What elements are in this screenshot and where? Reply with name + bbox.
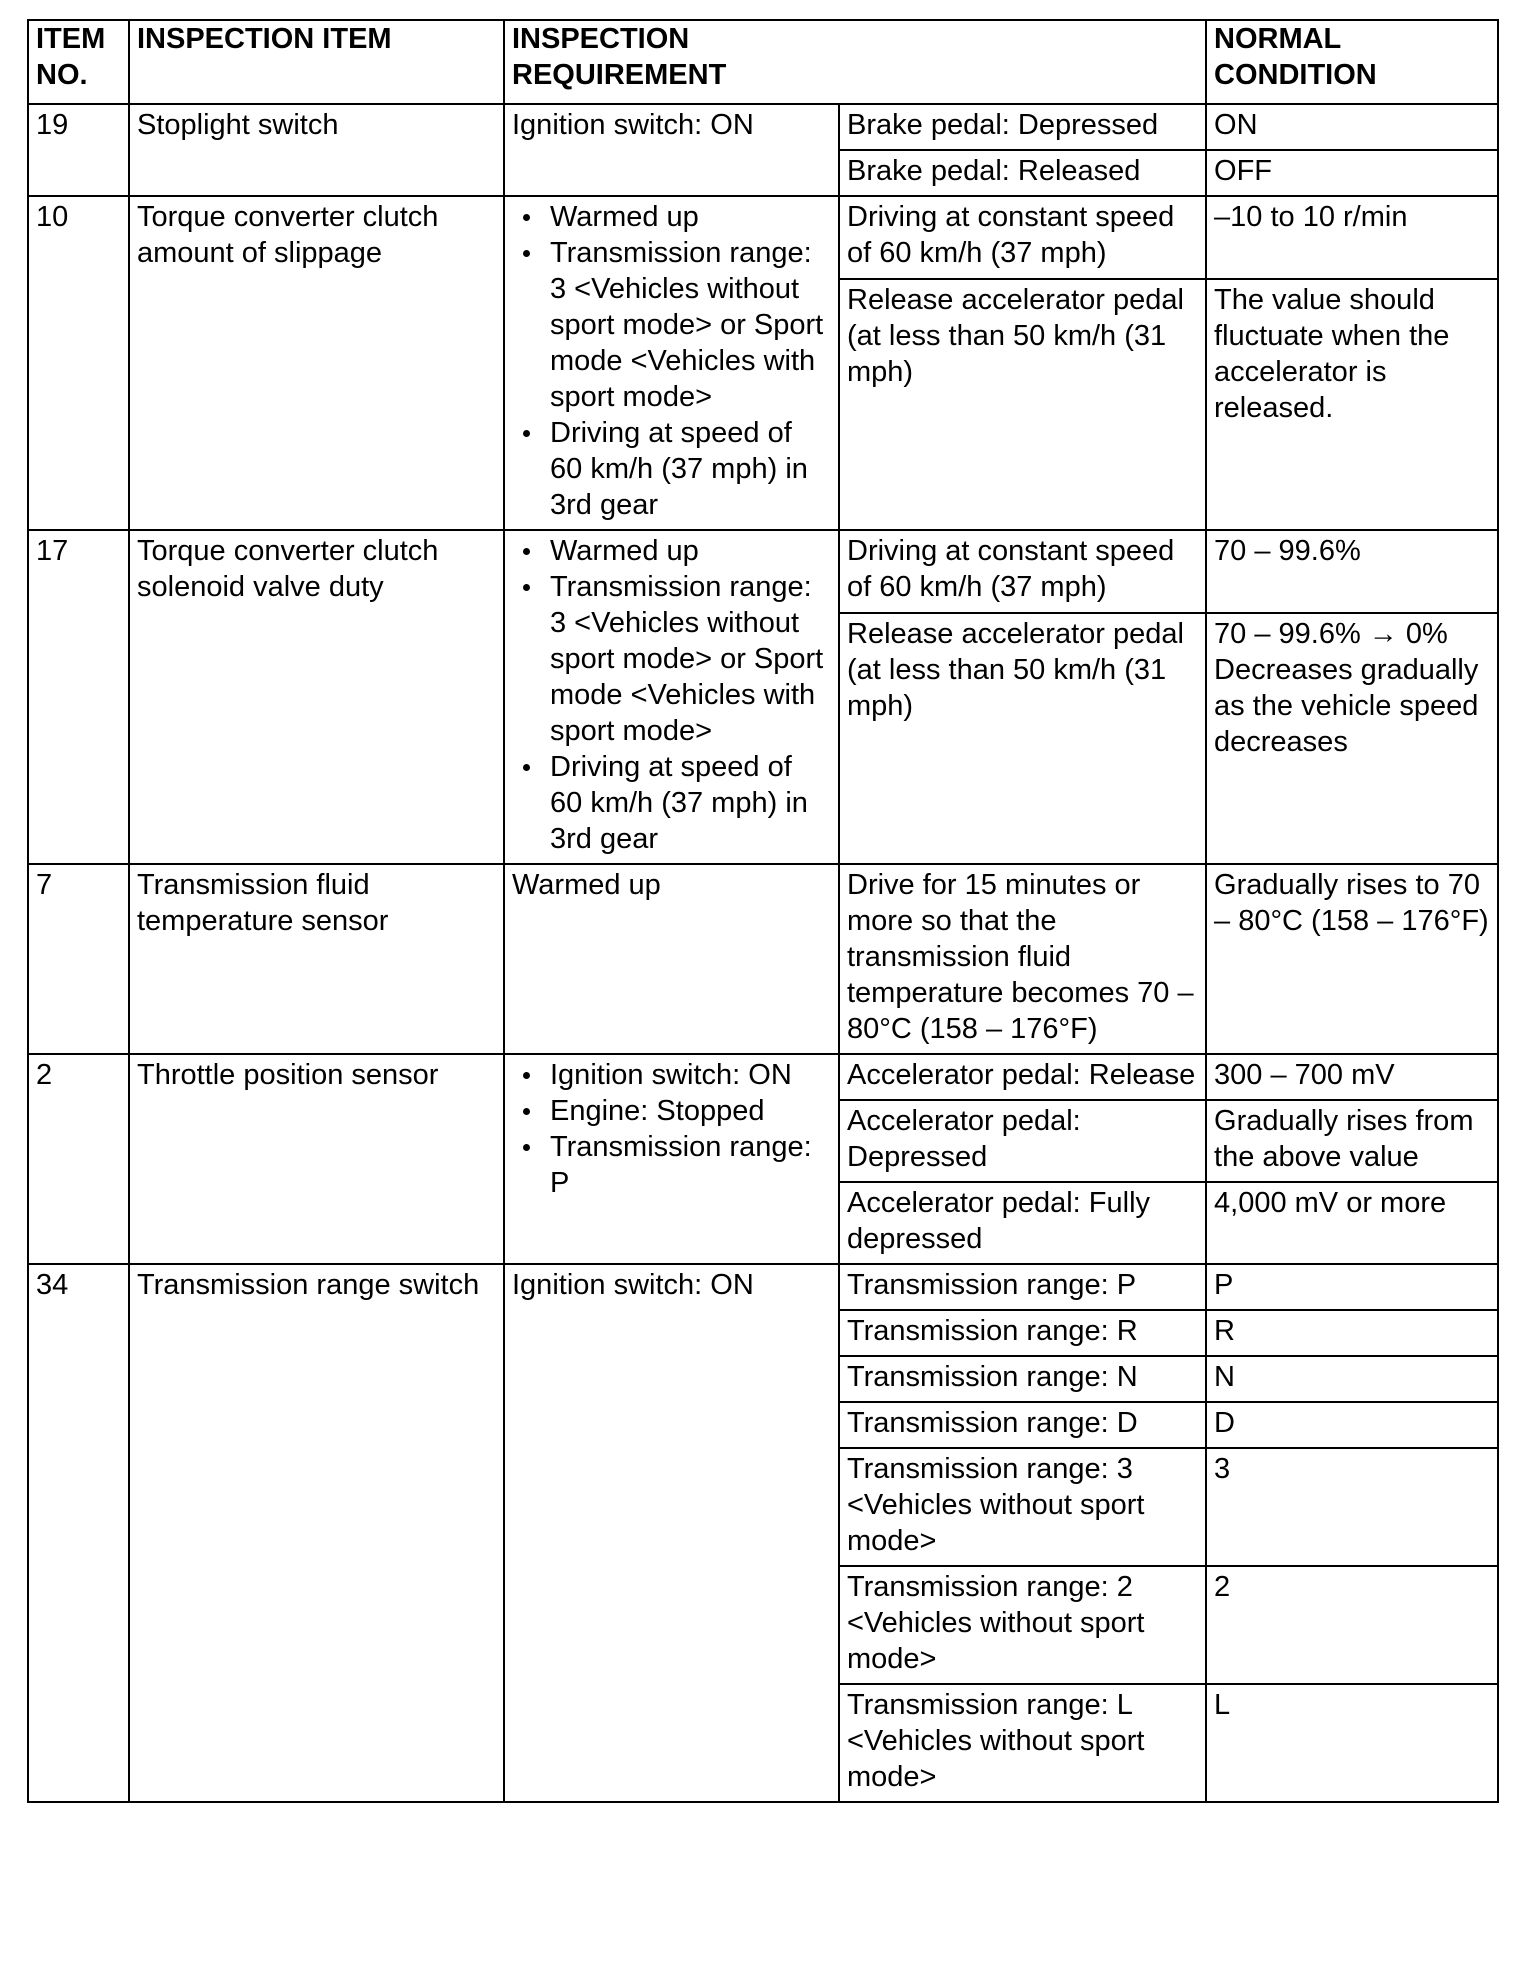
list-item: Warmed up (512, 199, 831, 235)
normal-cell: ON (1206, 104, 1498, 150)
normal-cell: 3 (1206, 1448, 1498, 1566)
item-requirement: Warmed up (504, 864, 839, 1054)
list-item: Driving at speed of 60 km/h (37 mph) in 3rd gear (512, 749, 831, 857)
item-name: Torque converter clutch amount of slippage (129, 196, 504, 530)
list-item: Engine: Stopped (512, 1093, 831, 1129)
normal-cell: R (1206, 1310, 1498, 1356)
item-no: 19 (28, 104, 129, 196)
list-item: Transmission range: 3 <Vehicles without sport mode> or Sport mode <Vehicles with sport mode> (512, 569, 831, 749)
condition-cell: Accelerator pedal: Release (839, 1054, 1206, 1100)
header-inspection-requirement: INSPECTION REQUIREMENT (504, 20, 1206, 104)
condition-cell: Transmission range: P (839, 1264, 1206, 1310)
item-no: 34 (28, 1264, 129, 1802)
condition-cell: Brake pedal: Depressed (839, 104, 1206, 150)
item-name: Throttle position sensor (129, 1054, 504, 1264)
list-item: Ignition switch: ON (512, 1057, 831, 1093)
condition-cell: Transmission range: R (839, 1310, 1206, 1356)
item-no: 10 (28, 196, 129, 530)
condition-cell: Brake pedal: Released (839, 150, 1206, 196)
item-requirement (504, 1054, 839, 1264)
table-header-row (28, 20, 1498, 104)
requirement-list (512, 533, 831, 857)
item-no: 7 (28, 864, 129, 1054)
normal-cell: N (1206, 1356, 1498, 1402)
table-row (28, 196, 1498, 279)
condition-cell: Transmission range: 2 <Vehicles without sport mode> (839, 1566, 1206, 1684)
item-no: 17 (28, 530, 129, 864)
normal-cell: OFF (1206, 150, 1498, 196)
item-name: Torque converter clutch solenoid valve duty (129, 530, 504, 864)
condition-cell: Drive for 15 minutes or more so that the transmission fluid temperature becomes 70 – 80°C (158 – 176°F) (839, 864, 1206, 1054)
condition-cell: Transmission range: D (839, 1402, 1206, 1448)
normal-cell: D (1206, 1402, 1498, 1448)
condition-cell: Accelerator pedal: Fully depressed (839, 1182, 1206, 1264)
normal-cell: –10 to 10 r/min (1206, 196, 1498, 279)
header-normal-condition: NORMAL CONDITION (1206, 20, 1498, 104)
normal-cell: 4,000 mV or more (1206, 1182, 1498, 1264)
list-item: Warmed up (512, 533, 831, 569)
list-item: Transmission range: P (512, 1129, 831, 1201)
condition-cell: Transmission range: N (839, 1356, 1206, 1402)
normal-cell: The value should fluctuate when the accelerator is released. (1206, 279, 1498, 530)
item-name: Stoplight switch (129, 104, 504, 196)
requirement-list (512, 199, 831, 523)
item-no: 2 (28, 1054, 129, 1264)
item-requirement: Ignition switch: ON (504, 104, 839, 196)
condition-cell: Release accelerator pedal (at less than 50 km/h (31 mph) (839, 613, 1206, 864)
normal-cell: 2 (1206, 1566, 1498, 1684)
requirement-list (512, 1057, 831, 1201)
header-inspection-item: INSPECTION ITEM (129, 20, 504, 104)
list-item: Driving at speed of 60 km/h (37 mph) in 3rd gear (512, 415, 831, 523)
table-row (28, 1264, 1498, 1310)
condition-cell: Accelerator pedal: Depressed (839, 1100, 1206, 1182)
table-row (28, 864, 1498, 1054)
item-requirement: Ignition switch: ON (504, 1264, 839, 1802)
header-item-no: ITEM NO. (28, 20, 129, 104)
table-row (28, 104, 1498, 150)
list-item: Transmission range: 3 <Vehicles without sport mode> or Sport mode <Vehicles with sport mode> (512, 235, 831, 415)
item-requirement (504, 530, 839, 864)
table-row (28, 1054, 1498, 1100)
item-name: Transmission range switch (129, 1264, 504, 1802)
normal-cell: 70 – 99.6% (1206, 530, 1498, 613)
inspection-table (27, 19, 1499, 1803)
condition-cell: Release accelerator pedal (at less than 50 km/h (31 mph) (839, 279, 1206, 530)
condition-cell: Transmission range: 3 <Vehicles without sport mode> (839, 1448, 1206, 1566)
normal-cell: Gradually rises to 70 – 80°C (158 – 176°F) (1206, 864, 1498, 1054)
normal-cell: L (1206, 1684, 1498, 1802)
normal-cell: P (1206, 1264, 1498, 1310)
condition-cell: Transmission range: L <Vehicles without sport mode> (839, 1684, 1206, 1802)
normal-cell: 70 – 99.6% → 0% Decreases gradually as the vehicle speed decreases (1206, 613, 1498, 864)
item-requirement (504, 196, 839, 530)
item-name: Transmission fluid temperature sensor (129, 864, 504, 1054)
normal-cell: Gradually rises from the above value (1206, 1100, 1498, 1182)
condition-cell: Driving at constant speed of 60 km/h (37 mph) (839, 530, 1206, 613)
normal-cell: 300 – 700 mV (1206, 1054, 1498, 1100)
inspection-page (27, 19, 1497, 1803)
condition-cell: Driving at constant speed of 60 km/h (37 mph) (839, 196, 1206, 279)
table-row (28, 530, 1498, 613)
